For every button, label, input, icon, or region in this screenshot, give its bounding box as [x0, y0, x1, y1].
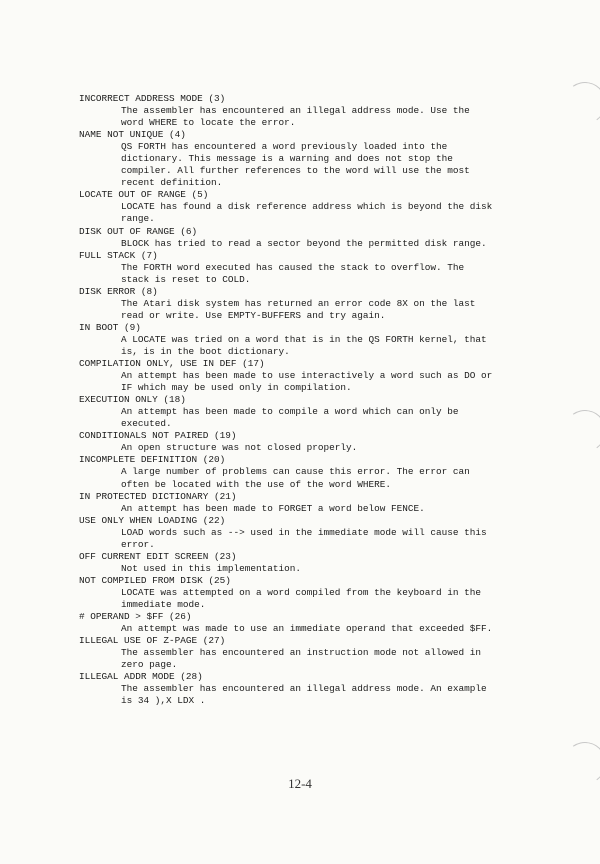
- error-entry: [79, 286, 509, 322]
- error-description-line: error.: [121, 538, 155, 550]
- page-number: 12-4: [288, 776, 312, 791]
- error-entry: [79, 551, 509, 575]
- error-entry: [79, 93, 509, 129]
- error-title: INCOMPLETE DEFINITION (20): [79, 454, 226, 466]
- error-title: IN BOOT (9): [79, 321, 141, 333]
- error-description-line: BLOCK has tried to read a sector beyond the permitted disk range.: [121, 237, 487, 249]
- error-title: # OPERAND > $FF (26): [79, 611, 192, 623]
- error-entry: [79, 454, 509, 490]
- error-title: OFF CURRENT EDIT SCREEN (23): [79, 550, 237, 562]
- error-description-line: QS FORTH has encountered a word previously loaded into the: [121, 141, 448, 153]
- error-description-line: LOAD words such as --> used in the immediate mode will cause this: [121, 526, 487, 538]
- error-entry: [79, 515, 509, 551]
- error-description-line: zero page.: [121, 659, 178, 671]
- error-title: NOT COMPILED FROM DISK (25): [79, 574, 231, 586]
- error-title: IN PROTECTED DICTIONARY (21): [79, 490, 237, 502]
- error-entry: [79, 491, 509, 515]
- error-description-line: read or write. Use EMPTY-BUFFERS and try again.: [121, 309, 386, 321]
- error-description-line: dictionary. This message is a warning and does not stop the: [121, 153, 453, 165]
- error-description-line: An attempt has been made to FORGET a word below FENCE.: [121, 502, 425, 514]
- error-description-line: The Atari disk system has returned an error code 8X on the last: [121, 297, 476, 309]
- error-entry: [79, 575, 509, 611]
- error-title: LOCATE OUT OF RANGE (5): [79, 189, 209, 201]
- error-title: FULL STACK (7): [79, 249, 158, 261]
- error-entry: [79, 430, 509, 454]
- error-description-line: An attempt was made to use an immediate operand that exceeded $FF.: [121, 623, 493, 635]
- error-description-line: The FORTH word executed has caused the stack to overflow. The: [121, 261, 465, 273]
- error-description-line: often be located with the use of the word WHERE.: [121, 478, 392, 490]
- error-description-line: A large number of problems can cause this error. The error can: [121, 466, 470, 478]
- error-entry: [79, 129, 509, 189]
- error-description-line: recent definition.: [121, 177, 223, 189]
- error-message-list: [79, 93, 509, 707]
- error-description-line: is, is in the boot dictionary.: [121, 345, 290, 357]
- error-description-line: An attempt has been made to compile a word which can only be: [121, 406, 459, 418]
- error-description-line: An open structure was not closed properly.: [121, 442, 358, 454]
- error-description-line: The assembler has encountered an illegal address mode. Use the: [121, 105, 470, 117]
- error-entry: [79, 189, 509, 225]
- error-description-line: range.: [121, 213, 155, 225]
- error-title: EXECUTION ONLY (18): [79, 394, 186, 406]
- error-title: DISK ERROR (8): [79, 285, 158, 297]
- error-entry: [79, 671, 509, 707]
- error-description-line: Not used in this implementation.: [121, 562, 302, 574]
- error-description-line: is 34 ),X LDX .: [121, 695, 206, 707]
- error-title: NAME NOT UNIQUE (4): [79, 129, 186, 141]
- error-description-line: A LOCATE was tried on a word that is in the QS FORTH kernel, that: [121, 333, 487, 345]
- error-entry: [79, 250, 509, 286]
- error-entry: [79, 322, 509, 358]
- error-description-line: immediate mode.: [121, 598, 206, 610]
- error-entry: [79, 635, 509, 671]
- error-description-line: word WHERE to locate the error.: [121, 117, 296, 129]
- error-title: DISK OUT OF RANGE (6): [79, 225, 198, 237]
- error-entry: [79, 611, 509, 635]
- error-title: ILLEGAL ADDR MODE (28): [79, 671, 203, 683]
- error-entry: [79, 358, 509, 394]
- error-description-line: The assembler has encountered an illegal address mode. An example: [121, 683, 487, 695]
- error-description-line: compiler. All further references to the word will use the most: [121, 165, 470, 177]
- error-description-line: LOCATE has found a disk reference address which is beyond the disk: [121, 201, 493, 213]
- error-title: CONDITIONALS NOT PAIRED (19): [79, 430, 237, 442]
- error-description-line: LOCATE was attempted on a word compiled from the keyboard in the: [121, 586, 482, 598]
- error-entry: [79, 394, 509, 430]
- error-description-line: IF which may be used only in compilation.: [121, 382, 352, 394]
- error-entry: [79, 226, 509, 250]
- binder-hole-middle: [561, 407, 600, 456]
- error-title: ILLEGAL USE OF Z-PAGE (27): [79, 635, 226, 647]
- error-description-line: The assembler has encountered an instruction mode not allowed in: [121, 647, 482, 659]
- error-description-line: stack is reset to COLD.: [121, 273, 251, 285]
- error-title: COMPILATION ONLY, USE IN DEF (17): [79, 358, 265, 370]
- error-title: INCORRECT ADDRESS MODE (3): [79, 93, 226, 104]
- error-title: USE ONLY WHEN LOADING (22): [79, 514, 226, 526]
- error-description-line: executed.: [121, 418, 172, 430]
- binder-hole-top: [561, 79, 600, 128]
- error-description-line: An attempt has been made to use interactively a word such as DO or: [121, 370, 493, 382]
